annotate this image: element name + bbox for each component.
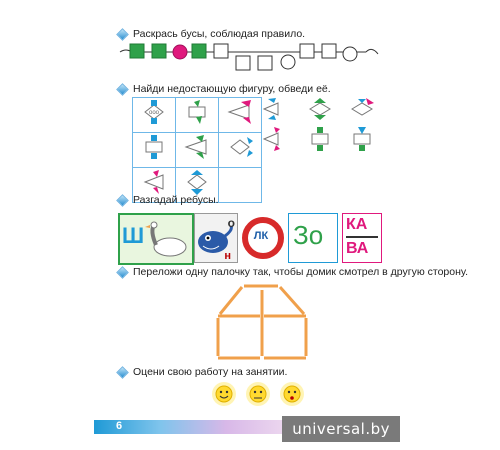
grid-cell[interactable] — [219, 98, 262, 133]
task-matches-text: Переложи одну палочку так, чтобы домик смотрел в другую сторону. — [133, 266, 469, 278]
task-missing-figure-text: Найди недостающую фигуру, обведи её. — [133, 83, 331, 95]
bead-square[interactable] — [300, 44, 314, 58]
watermark: universal.by — [282, 416, 400, 442]
grid-cell[interactable] — [133, 98, 176, 133]
bead-square-green[interactable] — [130, 44, 144, 58]
task-self-check-text: Оцени свою работу на занятии. — [133, 366, 288, 378]
option-figure[interactable] — [352, 98, 374, 115]
goose-icon — [144, 221, 190, 259]
bullet-diamond-icon — [116, 266, 129, 279]
rebus-5-top: КА — [346, 216, 368, 233]
bullet-diamond-icon — [116, 83, 129, 96]
beads-string — [118, 40, 380, 78]
fraction-line — [346, 236, 378, 238]
grid-cell[interactable] — [133, 133, 176, 168]
task-beads — [118, 28, 305, 40]
grid-cell[interactable] — [176, 133, 219, 168]
page-number: 6 — [116, 420, 123, 432]
bead-circle-magenta[interactable] — [173, 45, 187, 59]
rebus-3[interactable] — [240, 213, 284, 261]
footer-band — [94, 420, 314, 434]
option-figure[interactable] — [264, 127, 280, 151]
bead-square[interactable] — [258, 56, 272, 70]
task-matches — [118, 266, 468, 278]
bead-square[interactable] — [214, 44, 228, 58]
option-figure[interactable] — [264, 98, 278, 120]
task-self-check — [118, 366, 287, 378]
rebus-4-text: Зо — [293, 220, 324, 250]
rebus-4[interactable] — [288, 213, 338, 263]
rebus-1[interactable] — [118, 213, 194, 265]
option-figure[interactable] — [312, 127, 328, 151]
bead-circle[interactable] — [281, 55, 295, 69]
option-figure[interactable] — [354, 127, 370, 151]
rebus-2-letter-top: о — [227, 216, 235, 230]
answer-options — [262, 97, 380, 157]
bead-square[interactable] — [322, 44, 336, 58]
grid-cell[interactable] — [219, 133, 262, 168]
task-missing-figure — [118, 83, 331, 95]
matchstick[interactable] — [220, 287, 242, 314]
surprised-sun-icon[interactable] — [280, 382, 304, 406]
rebus-1-letter: Ш — [122, 223, 145, 248]
happy-sun-icon[interactable] — [212, 382, 236, 406]
rebus-5[interactable] — [342, 213, 382, 263]
bead-square[interactable] — [236, 56, 250, 70]
task-beads-text: Раскрась бусы, соблюдая правило. — [133, 28, 306, 40]
figure-grid — [132, 97, 262, 203]
task-rebuses-text: Разгадай ребусы. — [133, 194, 219, 206]
svg-text:ooo: ooo — [148, 110, 160, 116]
matchstick[interactable] — [280, 287, 304, 314]
option-figure[interactable] — [310, 98, 330, 120]
rebus-2[interactable] — [194, 213, 238, 263]
rebus-5-bottom: ВА — [346, 240, 369, 257]
matchstick-house — [212, 282, 312, 362]
task-rebuses — [118, 194, 219, 206]
bullet-diamond-icon — [116, 194, 129, 207]
bullet-diamond-icon — [116, 28, 129, 41]
bead-square-green[interactable] — [192, 44, 206, 58]
bead-circle[interactable] — [343, 47, 357, 61]
bead-square-green[interactable] — [152, 44, 166, 58]
grid-cell[interactable] — [176, 98, 219, 133]
self-rating — [210, 378, 310, 410]
grid-cell-missing[interactable] — [219, 168, 262, 203]
bullet-diamond-icon — [116, 366, 129, 379]
rebus-3-text: ЛК — [253, 230, 269, 242]
neutral-sun-icon[interactable] — [246, 382, 270, 406]
rebus-2-letter-bottom: н — [224, 250, 231, 262]
